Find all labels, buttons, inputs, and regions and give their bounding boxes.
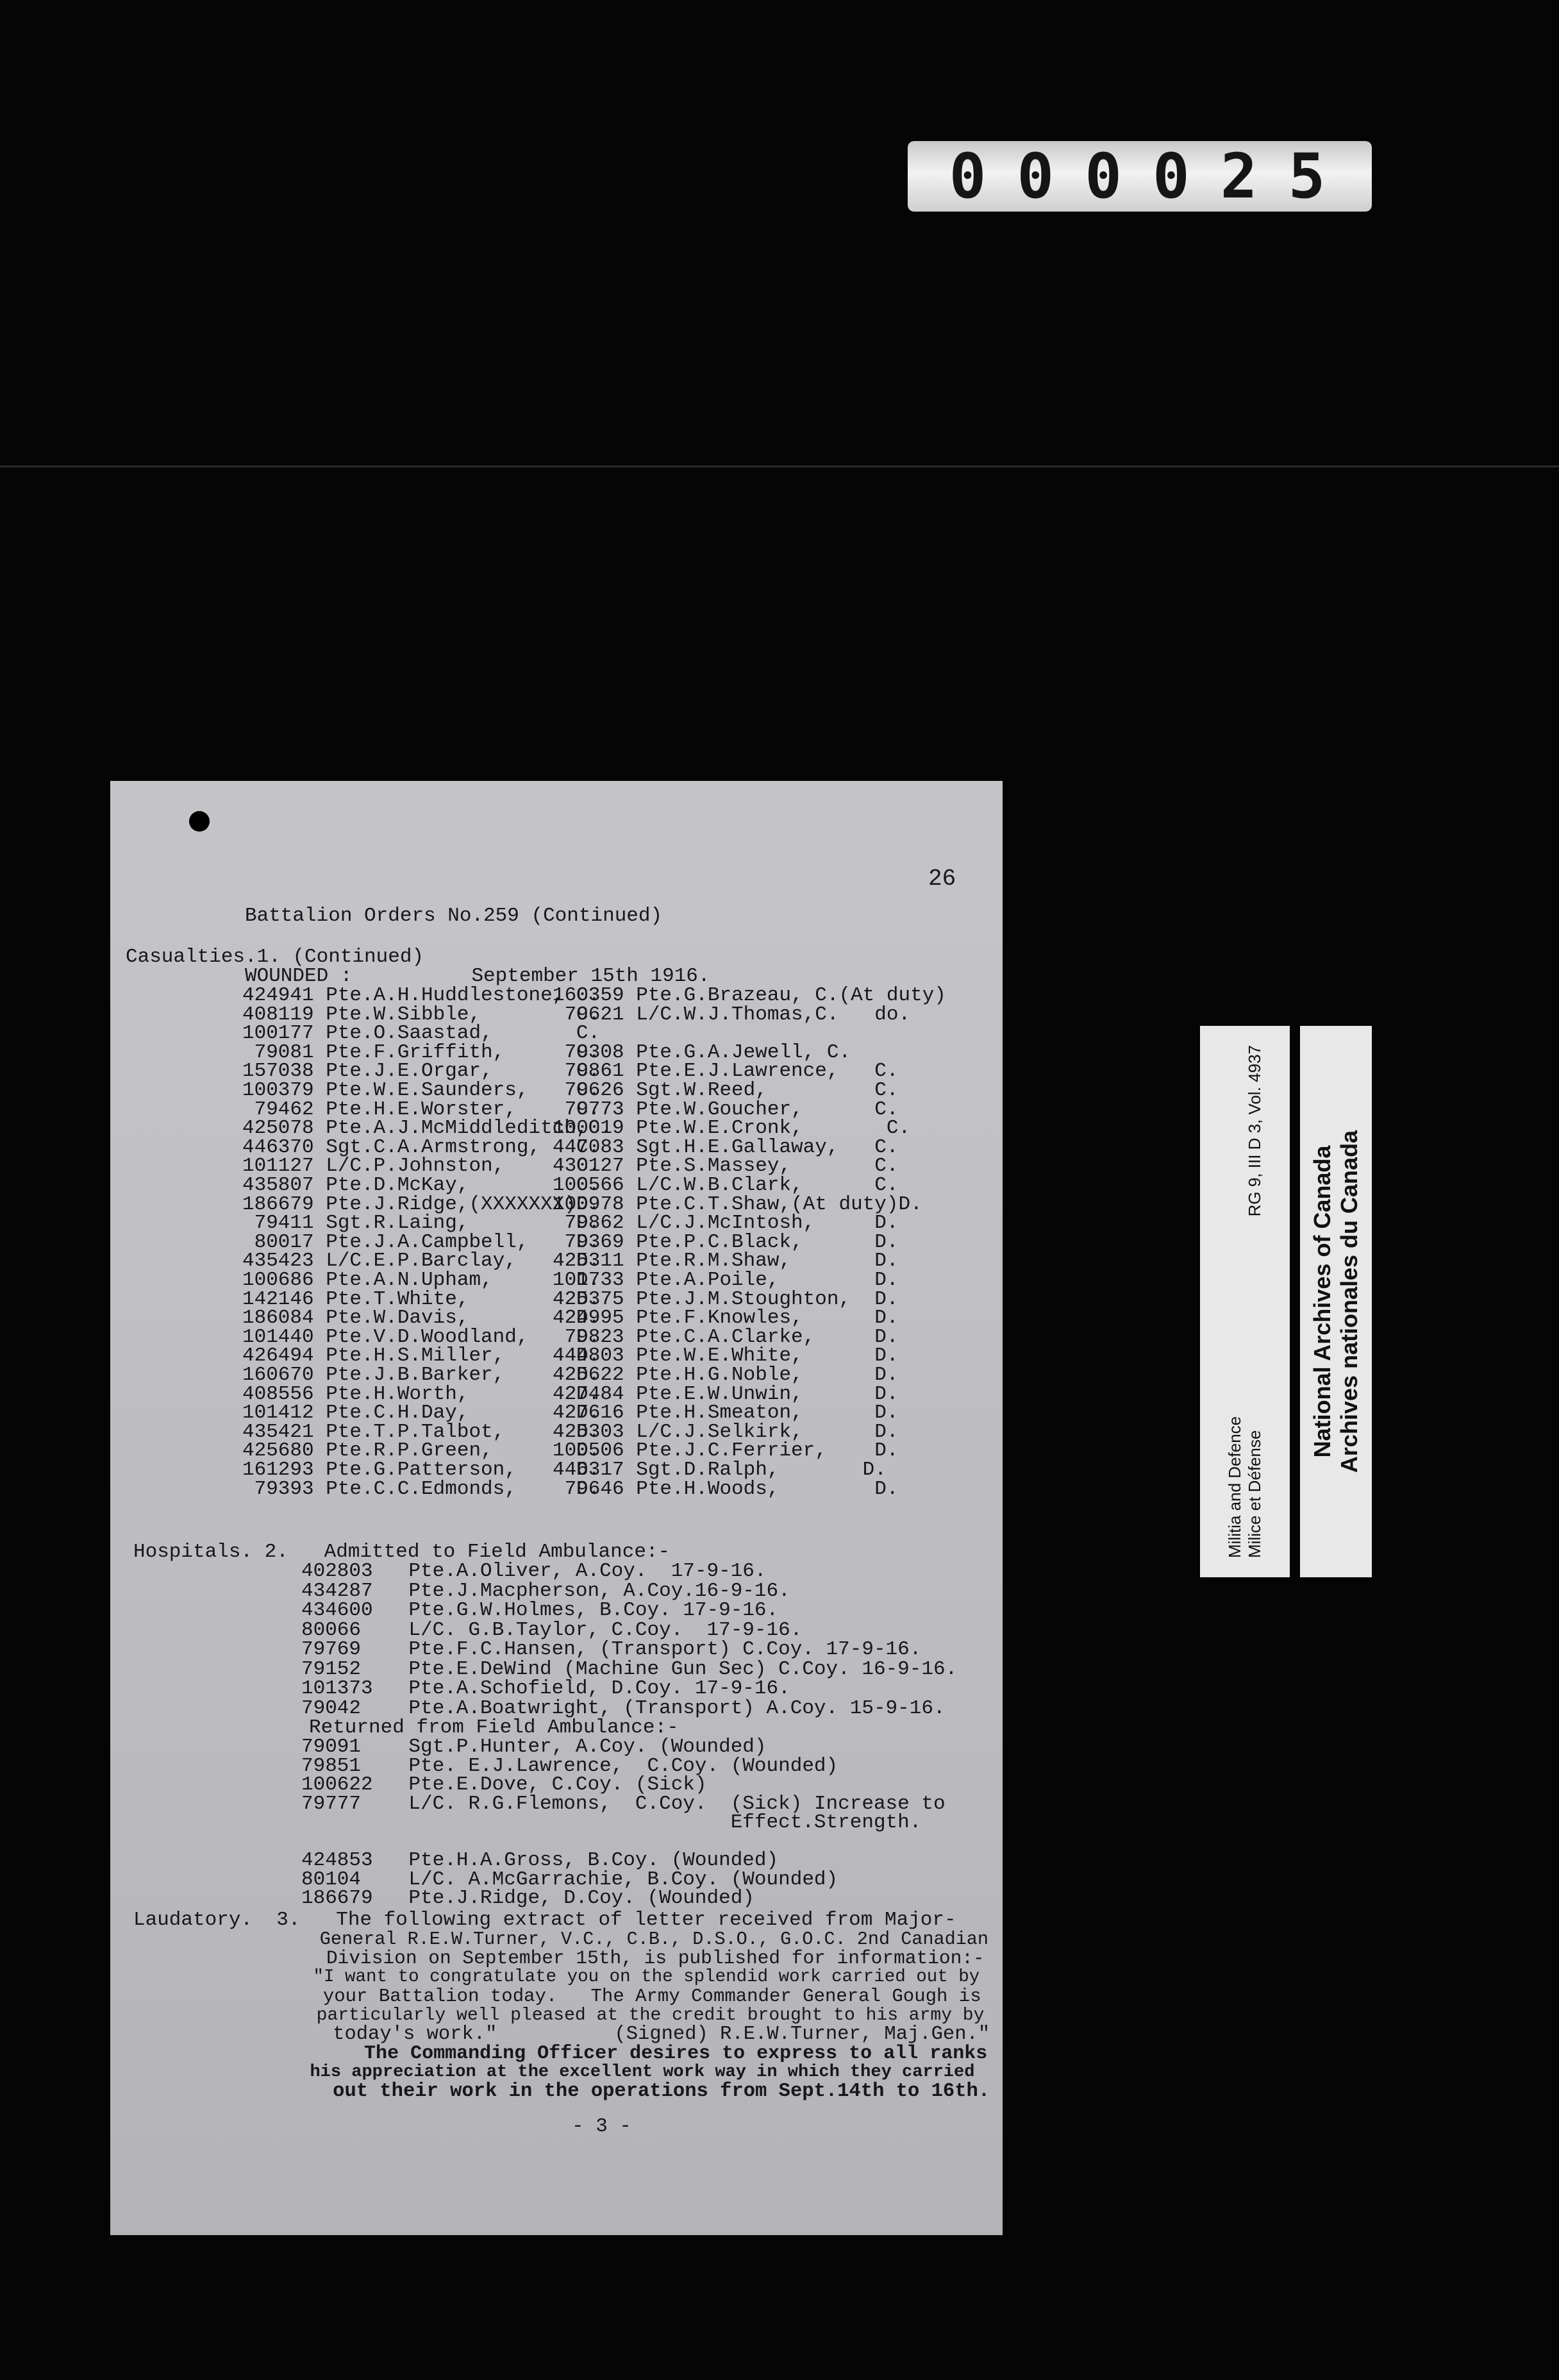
casualties-heading: Casualties.1. (Continued)	[126, 946, 424, 968]
returned-entry: 79777 L/C. R.G.Flemons, C.Coy. (Sick) Increase to	[301, 1792, 946, 1815]
wounded-entry: 100019 Pte.W.E.Cronk, C.	[553, 1117, 911, 1140]
laudatory-line: particularly well pleased at the credit brought to his army by	[133, 2006, 985, 2025]
wounded-entry: 160359 Pte.G.Brazeau, C.(At duty)	[553, 984, 946, 1007]
page-title: Battalion Orders No.259 (Continued)	[245, 905, 663, 927]
wounded-entry: 157038 Pte.J.E.Orgar, C.	[242, 1060, 601, 1083]
laudatory-line: General R.E.W.Turner, V.C., C.B., D.S.O., G.O.C. 2nd Canadian	[133, 1928, 989, 1950]
admitted-entry: 434600 Pte.G.W.Holmes, B.Coy. 17-9-16.	[301, 1599, 779, 1622]
returned-entry: 80104 L/C. A.McGarrachie, B.Coy. (Wounded)	[301, 1868, 838, 1891]
wounded-entry: 101733 Pte.A.Poile, D.	[553, 1269, 899, 1291]
label-reference: RG 9, III D 3, Vol. 4937	[1245, 1045, 1264, 1217]
wounded-entry: 425078 Pte.A.J.McMiddleditch,C.	[242, 1117, 612, 1140]
wounded-entry: 425680 Pte.R.P.Green, D.	[242, 1439, 601, 1462]
wounded-entry: 101127 L/C.P.Johnston, C.	[242, 1155, 601, 1178]
admitted-entry: 402803 Pte.A.Oliver, A.Coy. 17-9-16.	[301, 1560, 767, 1582]
wounded-entry: 425622 Pte.H.G.Noble, D.	[553, 1364, 899, 1386]
wounded-heading: WOUNDED : September 15th 1916.	[245, 965, 710, 987]
wounded-entry: 408556 Pte.H.Worth, D.	[242, 1382, 601, 1405]
wounded-entry: 101412 Pte.C.H.Day, D.	[242, 1402, 601, 1425]
returned-entry: 424853 Pte.H.A.Gross, B.Coy. (Wounded)	[301, 1849, 779, 1872]
wounded-entry: 100506 Pte.J.C.Ferrier, D.	[553, 1439, 899, 1462]
frame-number: 000025	[908, 141, 1372, 212]
admitted-entry: 79152 Pte.E.DeWind (Machine Gun Sec) C.Coy. 16-9-16.	[301, 1657, 958, 1680]
wounded-entry: 444803 Pte.W.E.White, D.	[553, 1345, 899, 1368]
wounded-entry: 79081 Pte.F.Griffith, C.	[242, 1041, 601, 1064]
wounded-entry: 100566 L/C.W.B.Clark, C.	[553, 1174, 899, 1196]
wounded-entry: 425375 Pte.J.M.Stoughton, D.	[553, 1287, 899, 1311]
wounded-entry: 79773 Pte.W.Goucher, C.	[553, 1098, 899, 1121]
wounded-entry: 100379 Pte.W.E.Saunders, C.	[242, 1079, 601, 1102]
wounded-entry: 161293 Pte.G.Patterson, D.	[242, 1459, 601, 1481]
wounded-entry: 79308 Pte.G.A.Jewell, C.	[553, 1041, 851, 1064]
archive-label-institution	[1300, 1026, 1372, 1577]
admitted-entry: 79042 Pte.A.Boatwright, (Transport) A.Coy. 15-9-16.	[301, 1697, 946, 1720]
page-footer: - 3 -	[572, 2115, 632, 2138]
wounded-entry: 101440 Pte.V.D.Woodland, D.	[242, 1325, 601, 1348]
wounded-entry: 79861 Pte.E.J.Lawrence, C.	[553, 1060, 899, 1083]
wounded-entry: 100686 Pte.A.N.Upham, D.	[242, 1269, 601, 1291]
wounded-entry: 160670 Pte.J.B.Barker, D.	[242, 1364, 601, 1386]
laudatory-line: "I want to congratulate you on the splendid work carried out by	[133, 1967, 980, 1988]
wounded-entry: 186084 Pte.W.Davis, D.	[242, 1307, 601, 1330]
admitted-entry: 80066 L/C. G.B.Taylor, C.Coy. 17-9-16.	[301, 1618, 803, 1641]
laudatory-line: your Battalion today. The Army Commander General Gough is	[133, 1986, 981, 2007]
wounded-entry: 100978 Pte.C.T.Shaw,(At duty)D.	[553, 1193, 922, 1216]
wounded-entry: 446370 Sgt.C.A.Armstrong, C.	[242, 1136, 601, 1159]
wounded-entry: 79411 Sgt.R.Laing, D.	[242, 1212, 601, 1235]
wounded-entry: 79823 Pte.C.A.Clarke, D.	[553, 1325, 899, 1348]
hospitals-heading: Hospitals. 2. Admitted to Field Ambulance:-	[133, 1541, 671, 1563]
wounded-entry: 408119 Pte.W.Sibble, C.	[242, 1003, 601, 1026]
wounded-entry: 79621 L/C.W.J.Thomas,C. do.	[553, 1003, 911, 1026]
admitted-entry: 101373 Pte.A.Schofield, D.Coy. 17-9-16.	[301, 1677, 790, 1700]
archive-label-reference	[1200, 1026, 1290, 1577]
returned-heading: Returned from Field Ambulance:-	[309, 1716, 679, 1739]
wounded-entry: 79626 Sgt.W.Reed, C.	[553, 1079, 899, 1102]
wounded-entry: 425311 Pte.R.M.Shaw, D.	[553, 1250, 899, 1273]
wounded-entry: 79462 Pte.H.E.Worster, C.	[242, 1098, 601, 1121]
returned-entry: 79851 Pte. E.J.Lawrence, C.Coy. (Wounded)	[301, 1754, 838, 1777]
wounded-entry: 430127 Pte.S.Massey, C.	[553, 1155, 899, 1178]
laudatory-line: The Commanding Officer desires to express to all ranks	[133, 2042, 988, 2065]
label-fonds-en: Militia and Defence	[1225, 1416, 1244, 1558]
wounded-entry: 446317 Sgt.D.Ralph, D.	[553, 1459, 887, 1481]
returned-entry: 186679 Pte.J.Ridge, D.Coy. (Wounded)	[301, 1887, 754, 1909]
laudatory-line: Division on September 15th, is published for information:-	[133, 1947, 985, 1969]
document-page	[110, 781, 1003, 2235]
wounded-entry: 424995 Pte.F.Knowles, D.	[553, 1307, 899, 1330]
label-fonds-fr: Milice et Défense	[1245, 1430, 1264, 1558]
wounded-entry: 425303 L/C.J.Selkirk, D.	[553, 1420, 899, 1443]
wounded-entry: 424941 Pte.A.H.Huddlestone, C.	[242, 984, 601, 1007]
wounded-entry: 186679 Pte.J.Ridge,(XXXXXXX)D.	[242, 1193, 601, 1216]
admitted-entry: 79769 Pte.F.C.Hansen, (Transport) C.Coy. 17-9-16.	[301, 1638, 922, 1661]
laudatory-line: today's work." (Signed) R.E.W.Turner, Maj.Gen."	[133, 2023, 990, 2045]
admitted-entry: 434287 Pte.J.Macpherson, A.Coy.16-9-16.	[301, 1579, 790, 1602]
returned-entry: 100622 Pte.E.Dove, C.Coy. (Sick)	[301, 1773, 707, 1796]
returned-entry: 79091 Sgt.P.Hunter, A.Coy. (Wounded)	[301, 1736, 767, 1758]
wounded-entry: 79369 Pte.P.C.Black, D.	[553, 1230, 899, 1253]
wounded-entry: 80017 Pte.J.A.Campbell, D.	[242, 1230, 601, 1253]
wounded-entry: 427484 Pte.E.W.Unwin, D.	[553, 1382, 899, 1405]
label-archives-en: National Archives of Canada	[1309, 1145, 1336, 1458]
wounded-entry: 447083 Sgt.H.E.Gallaway, C.	[553, 1136, 899, 1159]
wounded-entry: 79393 Pte.C.C.Edmonds, D.	[242, 1477, 601, 1500]
laudatory-line: Laudatory. 3. The following extract of letter received from Major-	[133, 1909, 956, 1931]
page-number: 26	[928, 866, 956, 892]
laudatory-line: out their work in the operations from Sept.14th to 16th.	[133, 2081, 990, 2103]
wounded-entry: 79646 Pte.H.Woods, D.	[553, 1477, 899, 1500]
punch-hole	[189, 811, 210, 832]
wounded-entry: 142146 Pte.T.White, D.	[242, 1287, 601, 1311]
wounded-entry: 435807 Pte.D.McKay, C.	[242, 1174, 601, 1196]
label-archives-fr: Archives nationales du Canada	[1336, 1130, 1363, 1473]
wounded-entry: 427616 Pte.H.Smeaton, D.	[553, 1402, 899, 1425]
wounded-entry: 435423 L/C.E.P.Barclay, D.	[242, 1250, 601, 1273]
film-frame-edge-top	[0, 465, 1559, 467]
laudatory-line: his appreciation at the excellent work way in which they carried	[133, 2063, 975, 2082]
wounded-entry: 426494 Pte.H.S.Miller, D.	[242, 1345, 601, 1368]
returned-entry: Effect.Strength.	[301, 1811, 922, 1834]
wounded-entry: 79862 L/C.J.McIntosh, D.	[553, 1212, 899, 1235]
wounded-entry: 100177 Pte.O.Saastad, C.	[242, 1022, 601, 1045]
wounded-entry: 435421 Pte.T.P.Talbot, D.	[242, 1420, 601, 1443]
